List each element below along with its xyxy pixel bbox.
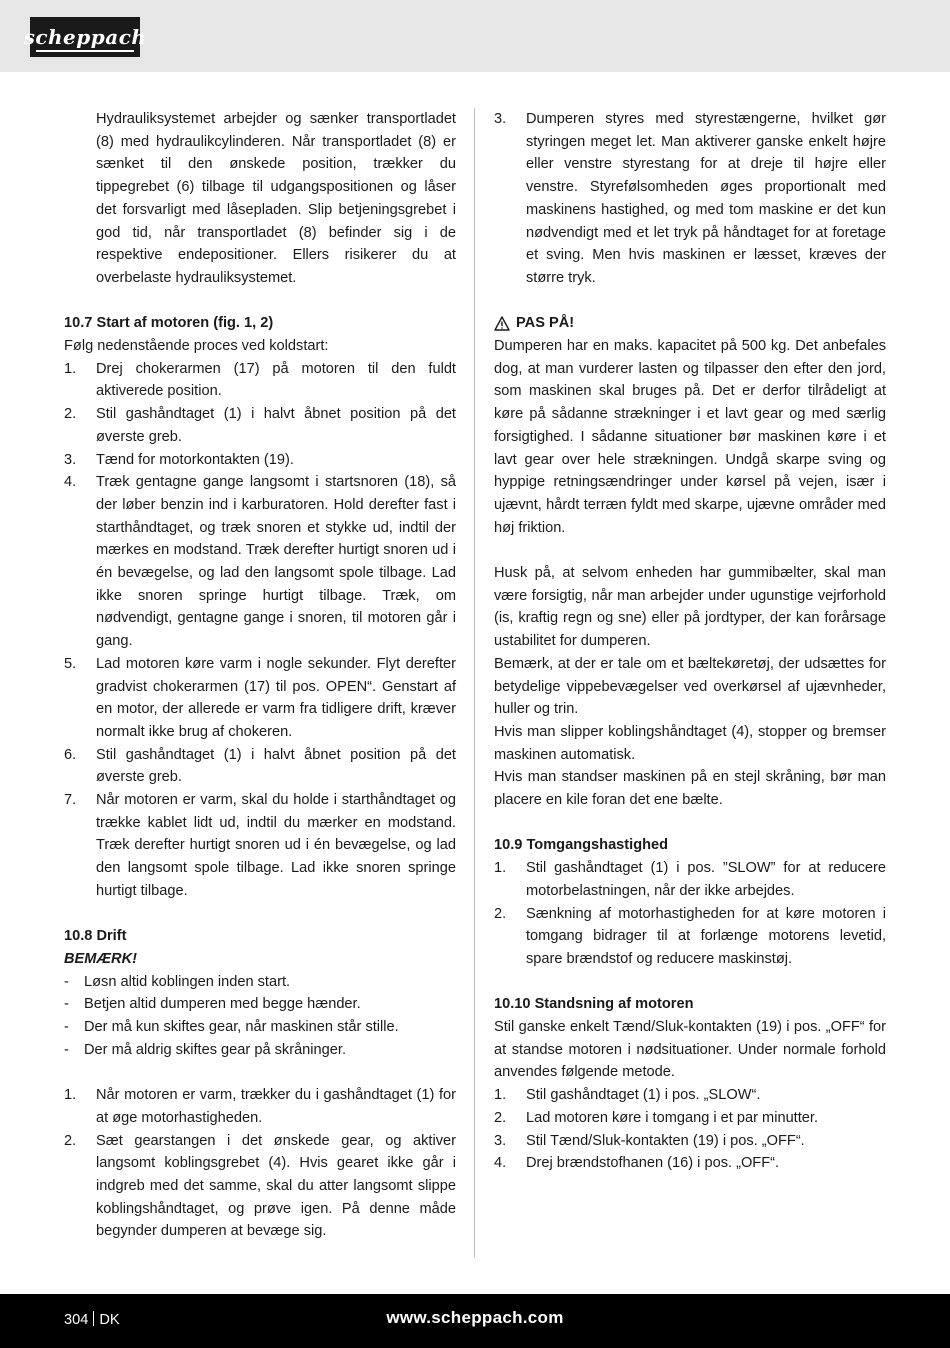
list-item: 1. Stil gashåndtaget (1) i pos. ”SLOW” for at reducere motorbelastningen, når der ikke arbejdes. (494, 860, 886, 899)
list-item: - Der må aldrig skiftes gear på skråninger. (64, 1041, 346, 1058)
list-item: 4. Træk gentagne gange langsomt i startsnoren (18), så der løber benzin ind i karburatoren. Hold derefter fast i starthåndtaget, og træk snoren et stykke ud, indtil der mærkes en modstand. Træk derefter hurtigt snoren ud i én bevægelse, og lad den langsomt spole tilbage. Lad ikke snoren springe hurtigt tilbage. Træk, om nødvendigt, gentagne gange i snoren, til motoren går i gang. (64, 474, 456, 650)
drift-steps-list (64, 1084, 456, 1243)
list-item: - Betjen altid dumperen med begge hænder. (64, 996, 361, 1013)
note-label: BEMÆRK! (64, 950, 137, 967)
list-item: 5. Lad motoren køre varm i nogle sekunder. Flyt derefter gradvist chokerarmen (17) til pos. OPEN“. Genstart af en motor, der allerede er varm fra tidligere drift, kræver normalt ikke brug af chokeren. (64, 655, 456, 740)
section-lead: Stil ganske enkelt Tænd/Sluk-kontakten (19) i pos. „OFF“ for at standse motoren i nødsituationer. Under normale forhold anvendes følgende metode. (494, 1019, 886, 1081)
stop-steps-list (494, 1084, 886, 1175)
warning-text: Dumperen har en maks. kapacitet på 500 kg. Det anbefales dog, at man vurderer lasten og tilpasser den efter den jord, som maskinen skal bruges på. Det er derfor tilrådeligt at køre på sådanne strækninger i et lavt gear og med særlig forsigtighed. I sådanne situationer bør maskinen køre i et lavt gear over hele strækningen. Undgå skarpe sving og hyppige retningsændringer under kørsel på vejen, især i ujævnt, hårdt terræn fyldt med skarpe, ujævne områder med høj friktion. (494, 338, 886, 536)
warning-triangle-icon (494, 316, 510, 331)
list-item: 6. Stil gashåndtaget (1) i halvt åbnet position på det øverste greb. (64, 746, 456, 786)
language-code: DK (99, 1312, 120, 1328)
paragraph: Hvis man slipper koblingshåndtaget (4), stopper og bremser maskinen automatisk. (494, 723, 886, 763)
paragraph: Bemærk, at der er tale om et bæltekøretøj, der udsættes for betydelige vippebevægelser ved overkørsel af ujævnheder, huller og trin. (494, 655, 886, 718)
list-item: 2. Stil gashåndtaget (1) i halvt åbnet position på det øverste greb. (64, 406, 456, 445)
left-column (64, 108, 456, 1243)
list-item: 7. Når motoren er varm, skal du holde i starthåndtaget og trække kablet lidt ud, indtil du mærker en modstand. Træk derefter hurtigt snoren ud i én bevægelse, og lad den langsomt spole tilbage. Lad ikke snoren springe hurtigt tilbage. (64, 792, 456, 899)
column-divider (474, 108, 475, 1258)
paragraph: Husk på, at selvom enheden har gummibælter, skal man være forsigtig, når man arbejder under ugunstige vejrforhold (is, kraftig regn og sne) eller på jordtyper, der kan forårsage ustabilitet for dumperen. (494, 565, 886, 650)
list-item: - Løsn altid koblingen inden start. (64, 973, 291, 990)
list-item: 1. Når motoren er varm, trækker du i gashåndtaget (1) for at øge motorhastigheden. (64, 1087, 456, 1126)
list-item: 3. Dumperen styres med styrestængerne, hvilket gør styringen meget let. Man aktiverer ganske enkelt højre eller venstre styrestang for at dreje til højre eller venstre. Styrefølsomheden øges proportionalt med maskinens hastighed, og med tom maskine er det kun nødvendigt med et let tryk på håndtaget for at foretage et sving. Men hvis maskinen er læsset, kræves der større tryk. (494, 111, 886, 286)
start-steps-list (64, 358, 456, 903)
section-lead: Følg nedenstående proces ved koldstart: (64, 338, 329, 355)
section-heading-10-9: 10.9 Tomgangshastighed (494, 837, 669, 854)
list-item: 1. Drej chokerarmen (17) på motoren til den fuldt aktiverede position. (64, 360, 456, 400)
list-item: 4. Drej brændstofhanen (16) i pos. „OFF“. (494, 1155, 780, 1172)
page-number: 304 DK (64, 1312, 120, 1328)
idle-steps-list (494, 857, 886, 971)
brand-logo: scheppach (30, 17, 140, 57)
section-heading-10-8: 10.8 Drift (64, 928, 127, 945)
list-item: - Der må kun skiftes gear, når maskinen står stille. (64, 1019, 399, 1036)
list-item: 2. Sænkning af motorhastigheden for at køre motoren i tomgang bidrager til at forlænge motorens levetid, spare brændstof og reducere maskinstøj. (494, 905, 886, 967)
page-footer (0, 1294, 950, 1348)
list-item: 2. Lad motoren køre i tomgang i et par minutter. (494, 1109, 819, 1126)
paragraph: Hvis man standser maskinen på en stejl skråning, bør man placere en kile foran det ene bælte. (494, 769, 886, 809)
section-heading-10-7: 10.7 Start af motoren (fig. 1, 2) (64, 315, 274, 332)
warning-title: PAS PÅ! (494, 312, 886, 335)
website-url: www.scheppach.com (386, 1308, 564, 1327)
page-header (0, 0, 950, 72)
intro-paragraph: Hydrauliksystemet arbejder og sænker transportladet (8) med hydraulikcylinderen. Når transportladet (8) er sænket til den ønskede position, trækker du tippegrebet (6) tilbage til udgangspositionen og låser det forsvarligt med låsepladen. Slip betjeningsgrebet i god tid, når transportladet (8) befinder sig i de respektive endepositioner. Ellers risikerer du at overbelaste hydrauliksystemet. (96, 111, 456, 286)
list-item: 3. Tænd for motorkontakten (19). (64, 451, 294, 468)
list-item: 3. Stil Tænd/Sluk-kontakten (19) i pos. „OFF“. (494, 1132, 805, 1149)
drift-steps-continued (494, 108, 886, 290)
list-item: 2. Sæt gearstangen i det ønskede gear, og aktiver langsomt koblingsgrebet (4). Hvis gearet ikke går i indgreb med det samme, skal du atter langsomt slippe koblingshåndtaget, og prøve igen. På denne måde begynder dumperen at bevæge sig. (64, 1132, 456, 1240)
list-item: 1. Stil gashåndtaget (1) i pos. „SLOW“. (494, 1087, 761, 1104)
drift-notes-list (64, 971, 456, 1062)
right-column (494, 108, 886, 1175)
section-heading-10-10: 10.10 Standsning af motoren (494, 996, 694, 1013)
